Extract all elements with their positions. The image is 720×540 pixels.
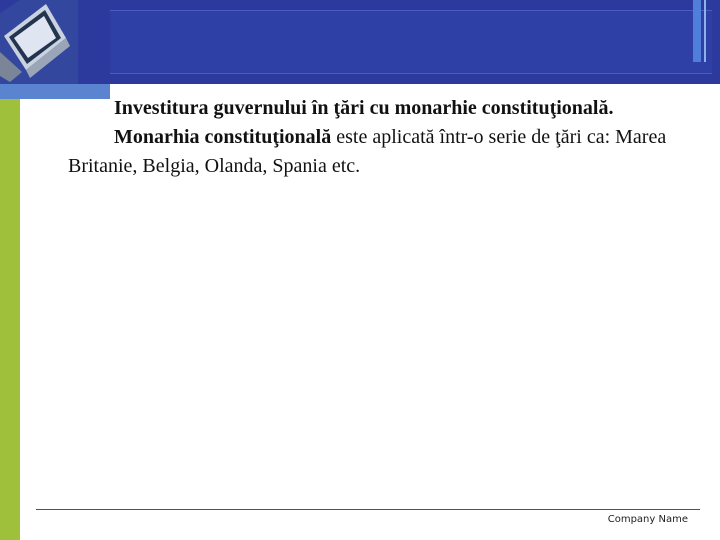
computer-monitor-icon bbox=[0, 0, 78, 84]
header-accent-line bbox=[704, 0, 706, 62]
header-band bbox=[0, 0, 720, 84]
slide-content bbox=[68, 94, 683, 181]
header-accent-bar bbox=[693, 0, 701, 62]
paragraph-text: este aplicată într-o serie de ţări ca: Marea Britanie, Belgia, Olanda, Spania etc. bbox=[68, 126, 667, 177]
logo bbox=[0, 0, 78, 84]
footer-company-name: Company Name bbox=[607, 514, 688, 525]
slide-heading bbox=[68, 94, 683, 123]
heading-text: Investitura guvernului în ţări cu monarhie constituţională. bbox=[114, 97, 614, 119]
footer-divider bbox=[36, 509, 700, 510]
slide-paragraph bbox=[68, 123, 683, 181]
left-accent-green bbox=[0, 99, 20, 540]
header-title-area bbox=[110, 10, 712, 74]
paragraph-bold-text: Monarhia constituţională bbox=[114, 126, 332, 148]
